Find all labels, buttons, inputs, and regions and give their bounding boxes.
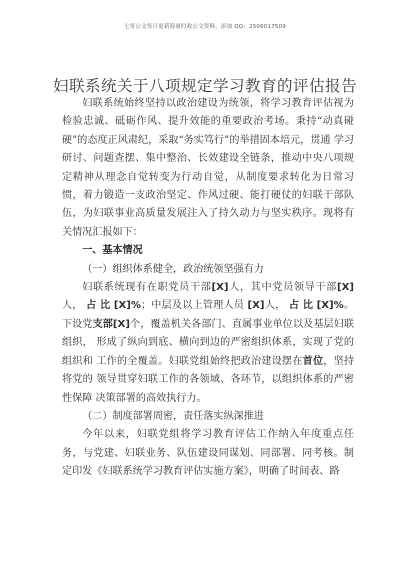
institutions-paragraph: 今年以来，妇联党组将学习教育评估工作纳入年度重点任务，与党建、妇联业务、队伍建设同谋划、同部署、同考核。制定印发《妇联系统学习教育评估实施方案》，明确了时间表、路 [62,429,354,478]
intro-paragraph: 妇联系统始终坚持以政治建设为统领，将学习教育评估视为检验忠诚、砥砺作风、提升效能的重要政治考场。秉持“动真碰硬”的态度正风肃纪，采取“务实笃行”的举措固本培元，贯通 学习研讨、问题查摆、集中整治、长效建设全链条，推动中央八项规定精神从理念自觉转变为行动自觉，从制度要求转化为日常习惯，着力锻造一支政治坚定、作风过硬、能打硬仗的妇联干部队伍，为妇联事业高质量发展注入了持久动力与坚实秩序。现将有关情况汇报如下： [62,98,354,238]
share-label: 占 比 [86,300,111,312]
header-note: 七哥公文每日更新海量时政公文资料，添加 QQ：2506017509 [123,24,286,30]
placeholder-leader-percent: [X]% [113,300,141,312]
organization-paragraph: 妇联系统现有在职党员干部[X]人，其中党员领导干部[X]人， 占 比 [X]%；中层及以上管理人员 [X]人， 占 比 [X]%。下设党支部[X]个，覆盖机关各部门、直属事业单位以及基层妇联组织， 形成了纵向到底、横向到边的严密组织体系，实现了党的组织和 工作的全覆盖。妇联党组始终把政治建设摆在首位，坚持将党的 领导贯穿妇联工作的各领域、各环节，以组织体系的严密性保障 决策部署的高效执行力。 [62,282,355,404]
section-heading-basic-situation: 一、基本情况 [82,245,143,257]
text-fragment: 妇联系统现有在职党员干部 [82,282,212,294]
placeholder-manager-count: [X] [247,300,265,312]
placeholder-cadre-count: [X] [211,282,229,294]
placeholder-manager-percent: [X]% [316,300,344,312]
emphasis-first: 首位 [302,355,324,367]
text-fragment: 人， [62,300,83,312]
text-fragment: 个，覆盖机关各部门、直属事业单位以及基层妇联组织， 形成了纵向到底、横向到边的严密组织体系，实现了党的组织和 工作的全覆盖。妇联党组始终把政治建设摆在 [62,318,355,367]
text-fragment: ；中层及以上管理人员 [140,300,245,312]
document-body [62,95,354,482]
placeholder-leader-count: [X] [337,282,355,294]
text-fragment: 。下设党 [62,300,355,330]
text-fragment: ，坚持将党的 领导贯穿妇联工作的各领域、各环节，以组织体系的严密性保障 决策部署的高效执行力。 [62,355,355,404]
text-fragment: 人，其中党员领导干部 [228,282,337,294]
placeholder-branch-count: 支部[X] [92,318,130,330]
document-title: 妇联系统关于八项规定学习教育的评估报告 [52,77,357,95]
subsection-heading-institutions: （二）制度部署周密，责任落实纵深推进 [82,410,264,422]
share-label: 占 比 [288,300,314,312]
subsection-heading-organization: （一）组织体系健全，政治统领坚强有力 [82,263,264,275]
